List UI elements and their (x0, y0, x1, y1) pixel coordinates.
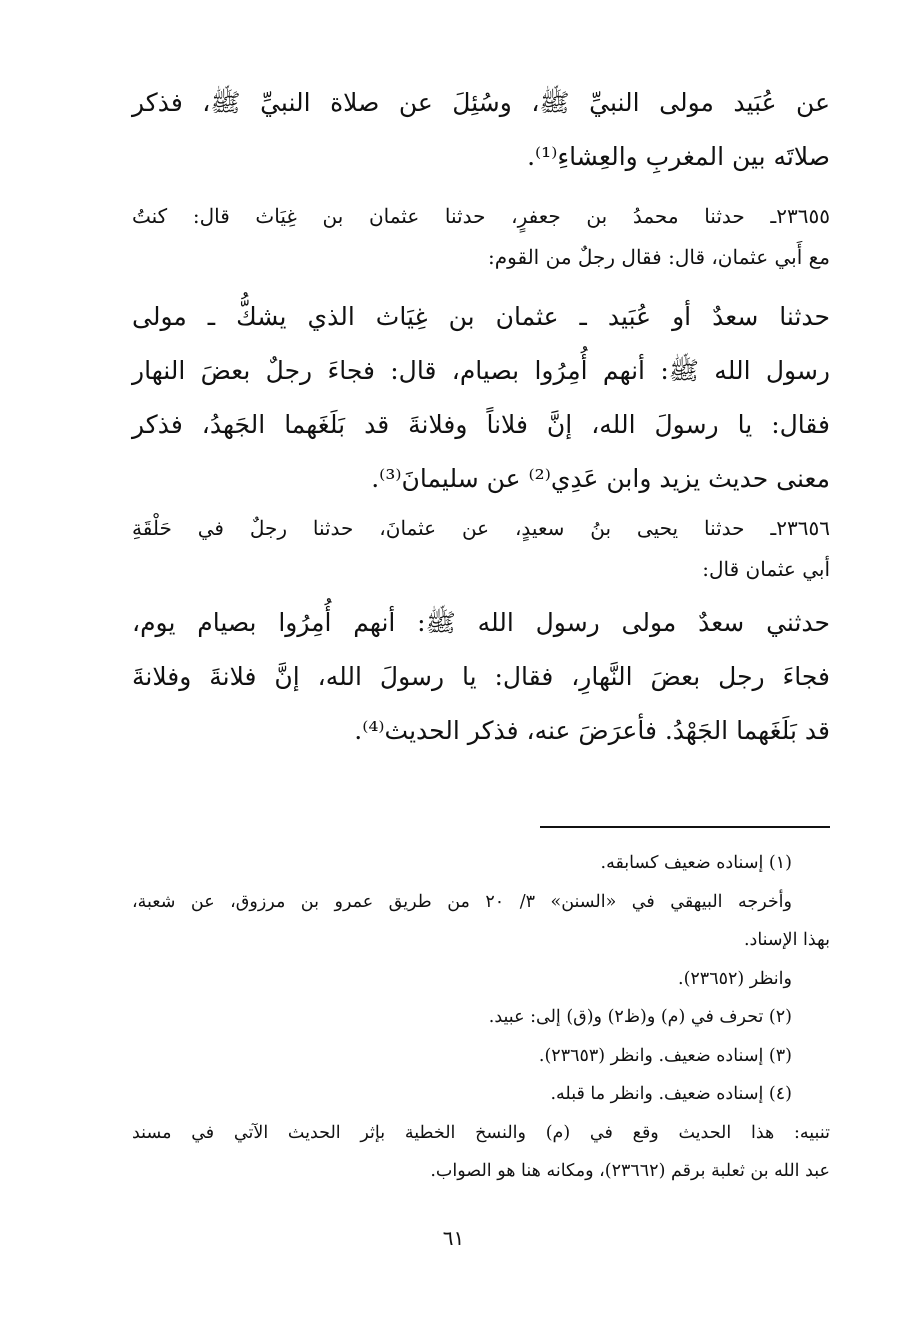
footnote-1-continuation (132, 883, 830, 960)
footnote-divider (540, 826, 830, 828)
text-line: ٢٣٦٥٥ـ حدثنا محمدُ بن جعفرٍ، حدثنا عثمان بن غِيَاث قال: كنتُ (132, 204, 830, 228)
footnote-note (132, 1114, 830, 1191)
footnote-1-see-also: وانظر (٢٣٦٥٢). (678, 968, 792, 989)
text-line: فجاءَ رجل بعضَ النَّهارِ، فقال: يا رسولَ الله، إنَّ فلانةَ وفلانةَ (132, 662, 830, 691)
isnad-paragraph (132, 508, 830, 590)
text-line: أبي عثمان قال: (702, 557, 830, 581)
text-line: بهذا الإسناد. (743, 930, 830, 950)
footnote-4: (٤) إسناده ضعيف. وانظر ما قبله. (550, 1084, 792, 1104)
text-line: تنبيه: هذا الحديث وقع في (م) والنسخ الخطية بإثر الحديث الآتي في مسند (132, 1122, 830, 1143)
text-line: رسول الله ﷺ: أنهم أُمِرُوا بصيام، قال: فجاءَ رجلٌ بعضَ النهار (132, 356, 830, 385)
text-line: صلاتَه بين المغربِ والعِشاءِ⁽¹⁾. (527, 142, 830, 171)
footnotes (132, 844, 830, 1191)
text-line: حدثنا سعدٌ أو عُبَيد ـ عثمان بن غِيَاث الذي يشكُّ ـ مولى (132, 302, 830, 331)
hadith-paragraph (132, 290, 830, 506)
footnote-3: (٣) إسناده ضعيف. وانظر (٢٣٦٥٣). (538, 1045, 792, 1066)
text-line: وأخرجه البيهقي في «السنن» ٣/ ٢٠ من طريق عمرو بن مرزوق، عن شعبة، (132, 891, 792, 912)
text-line: فقال: يا رسولَ الله، إنَّ فلاناً وفلانةَ قد بَلَغَهما الجَهدُ، فذكر (132, 410, 830, 439)
text-line: قد بَلَغَهما الجَهْدُ. فأعرَضَ عنه، فذكر الحديث⁽⁴⁾. (354, 716, 830, 745)
footnote-2: (٢) تحرف في (م) و(ظ٢) و(ق) إلى: عبيد. (488, 1007, 792, 1027)
text-line: مع أَبي عثمان، قال: فقال رجلٌ من القوم: (488, 245, 830, 269)
text-line: ٢٣٦٥٦ـ حدثنا يحيى بنُ سعيدٍ، عن عثمانَ، حدثنا رجلٌ في حَلْقَةِ (132, 516, 830, 540)
text-line: حدثني سعدٌ مولى رسول الله ﷺ: أنهم أُمِرُوا بصيام يوم، (132, 608, 830, 637)
text-line: عن عُبَيد مولى النبيِّ ﷺ، وسُئِلَ عن صلاة النبيِّ ﷺ، فذكر (132, 88, 830, 117)
footnote-1: (١) إسناده ضعيف كسابقه. (600, 853, 792, 873)
isnad-paragraph (132, 196, 830, 278)
hadith-paragraph (132, 76, 830, 184)
text-line: معنى حديث يزيد وابن عَدِي⁽²⁾ عن سليمانَ⁽³⁾. (371, 464, 830, 493)
hadith-paragraph (132, 596, 830, 758)
page-number: ٦١ (442, 1226, 465, 1250)
text-line: عبد الله بن ثعلبة برقم (٢٣٦٦٢)، ومكانه هنا هو الصواب. (430, 1161, 830, 1181)
